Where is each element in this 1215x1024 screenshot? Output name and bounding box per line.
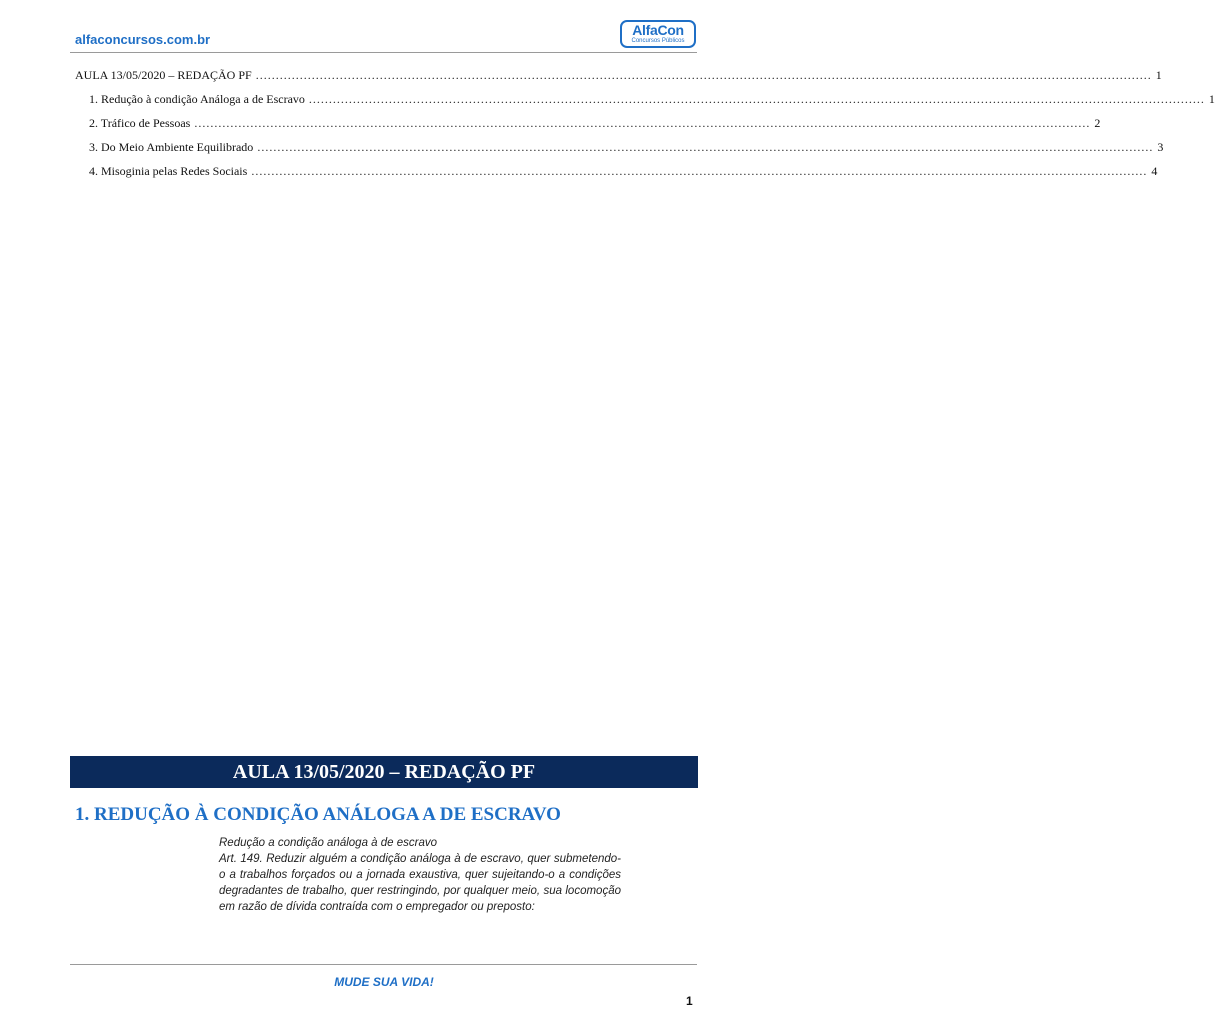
toc-entry[interactable] bbox=[75, 163, 1158, 187]
banner-title: AULA 13/05/2020 – REDAÇÃO PF bbox=[232, 760, 536, 783]
quote-body: Art. 149. Reduzir alguém a condição análoga à de escravo, quer submetendo-o a trabalhos forçados ou a jornada exaustiva, quer sujeitando-o a condições degradantes de trabalho, quer restringindo, por qualquer meio, sua locomoção em razão de dívida contraída com o empregador ou preposto: bbox=[219, 853, 621, 913]
alfacon-logo bbox=[620, 20, 696, 48]
logo-tagline: Concursos Públicos bbox=[631, 38, 685, 44]
toc-leader-dots: ................................................................................................................................................................................................................................ bbox=[194, 116, 1091, 130]
toc-leader-dots: ................................................................................................................................................................................................................................ bbox=[251, 164, 1148, 178]
toc-page-number: 1 bbox=[1208, 92, 1215, 106]
toc-page-number: 4 bbox=[1151, 164, 1158, 178]
toc-leader-dots: ................................................................................................................................................................................................................................ bbox=[255, 68, 1152, 82]
toc-page-number: 3 bbox=[1157, 140, 1164, 154]
section-heading: 1. REDUÇÃO À CONDIÇÃO ANÁLOGA A DE ESCRAVO bbox=[75, 804, 561, 825]
toc-entry-text: AULA 13/05/2020 – REDAÇÃO PF bbox=[75, 68, 252, 82]
toc-entry-text: 1. Redução à condição Análoga a de Escravo bbox=[89, 92, 305, 106]
quote-title: Redução a condição análoga à de escravo bbox=[219, 837, 438, 849]
toc-entry[interactable] bbox=[75, 139, 1164, 163]
toc-entry-text: 4. Misoginia pelas Redes Sociais bbox=[89, 164, 248, 178]
toc-entry[interactable] bbox=[75, 115, 1101, 139]
toc-page-number: 1 bbox=[1155, 68, 1162, 82]
legal-quote bbox=[219, 835, 621, 915]
lesson-title-banner bbox=[70, 756, 698, 788]
footer-slogan: MUDE SUA VIDA! bbox=[334, 975, 434, 989]
header-divider bbox=[70, 52, 697, 53]
toc-entry[interactable] bbox=[75, 91, 1215, 115]
toc-entry-text: 2. Tráfico de Pessoas bbox=[89, 116, 191, 130]
toc-entry[interactable] bbox=[75, 67, 1162, 91]
page-number: 1 bbox=[686, 994, 693, 1008]
table-of-contents bbox=[75, 67, 1215, 187]
footer-divider bbox=[70, 964, 697, 965]
site-url[interactable]: alfaconcursos.com.br bbox=[75, 32, 211, 47]
toc-leader-dots: ................................................................................................................................................................................................................................ bbox=[257, 140, 1154, 154]
toc-leader-dots: ................................................................................................................................................................................................................................ bbox=[308, 92, 1205, 106]
toc-page-number: 2 bbox=[1094, 116, 1101, 130]
toc-entry-text: 3. Do Meio Ambiente Equilibrado bbox=[89, 140, 254, 154]
logo-name: AlfaCon bbox=[632, 22, 684, 38]
